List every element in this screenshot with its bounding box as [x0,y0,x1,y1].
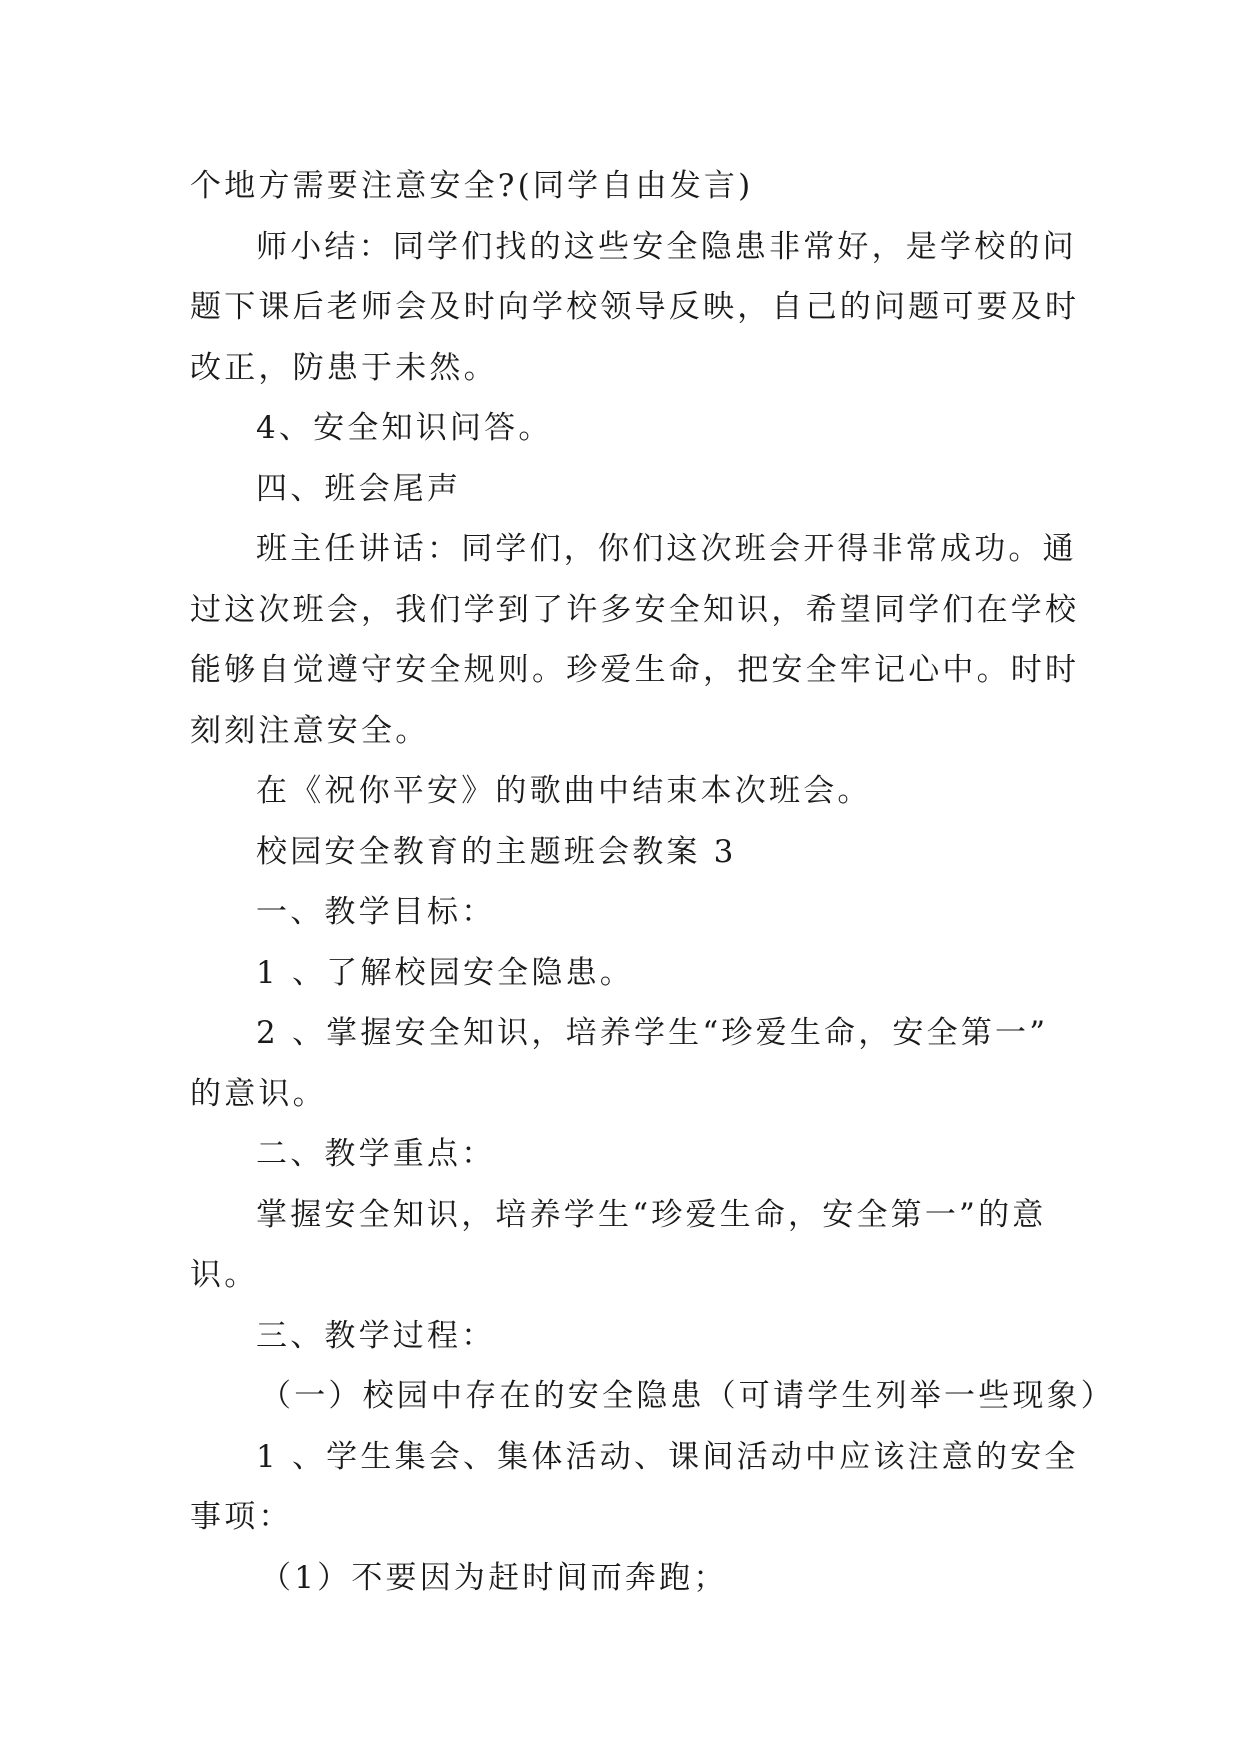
document-title: 校园安全教育的主题班会教案 3 [256,833,737,870]
list-item: （1）不要因为赶时间而奔跑； [260,1559,728,1596]
section-heading: 四、班会尾声 [256,470,462,507]
list-item: 2 、掌握安全知识，培养学生“珍爱生命，安全第一” [256,1015,1049,1051]
paragraph-line: 改正，防患于未然。 [190,349,498,386]
section-heading: 三、教学过程： [256,1317,496,1354]
paragraph-line: 事项： [190,1499,293,1535]
paragraph-line: 的意识。 [190,1075,327,1112]
section-heading: 二、教学重点： [256,1136,496,1172]
paragraph-line: 刻刻注意安全。 [190,712,430,749]
paragraph-line: 过这次班会，我们学到了许多安全知识，希望同学们在学校 [190,591,1080,628]
paragraph-line: 能够自觉遵守安全规则。珍爱生命，把安全牢记心中。时时 [190,652,1080,688]
paragraph-line: 掌握安全知识，培养学生“珍爱生命，安全第一”的意 [256,1196,1047,1233]
section-heading: 一、教学目标： [256,894,496,930]
paragraph-line: 4、安全知识问答。 [256,410,553,446]
subsection-heading: （一）校园中存在的安全隐患（可请学生列举一些现象） [260,1378,1115,1414]
paragraph-line: 个地方需要注意安全?(同学自由发言) [190,168,754,204]
list-item: 1 、了解校园安全隐患。 [256,954,634,991]
list-item: 1 、学生集会、集体活动、课间活动中应该注意的安全 [256,1438,1079,1475]
paragraph-line: 在《祝你平安》的歌曲中结束本次班会。 [256,773,872,809]
document-body [190,156,1115,1608]
paragraph-line: 班主任讲话：同学们，你们这次班会开得非常成功。通 [256,531,1077,567]
paragraph-line: 识。 [190,1257,259,1293]
paragraph-line: 师小结：同学们找的这些安全隐患非常好，是学校的问 [256,228,1077,265]
paragraph-line: 题下课后老师会及时向学校领导反映，自己的问题可要及时 [190,289,1080,325]
